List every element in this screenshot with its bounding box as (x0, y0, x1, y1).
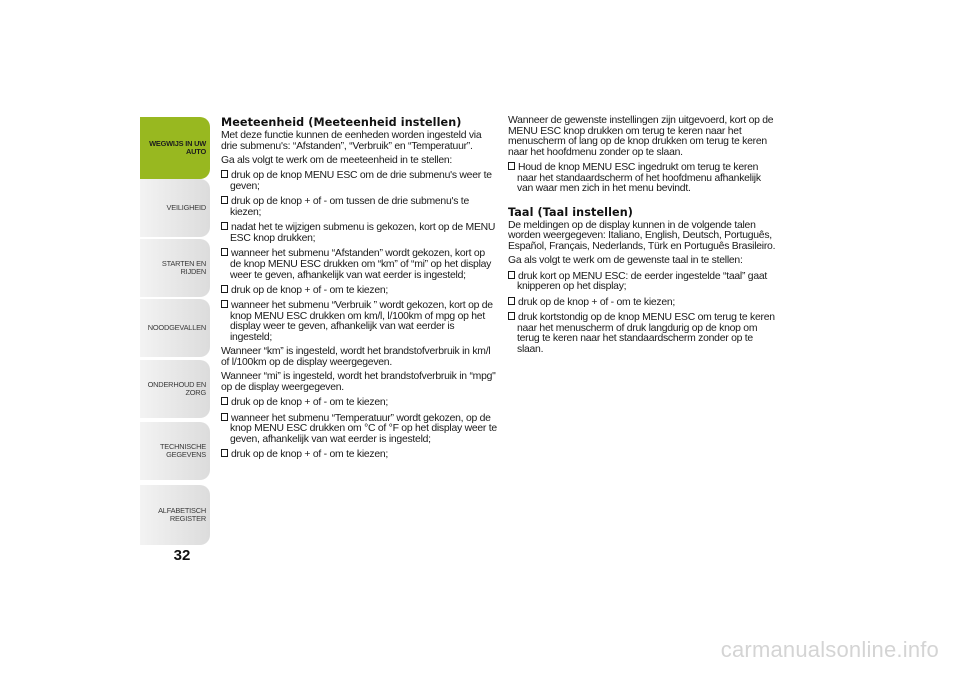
list-item: wanneer het submenu “Verbruik ” wordt gekozen, kort op de knop MENU ESC drukken om km/l, l/100km of mpg op het display weer te geven, afhankelijk van wat eerder is ingesteld; (221, 300, 497, 343)
tab-wegwijs-in-uw-auto[interactable] (140, 117, 210, 179)
tab-label: TECHNISCHE GEGEVENS (159, 441, 206, 459)
instruction-paragraph: Ga als volgt te werk om de gewenste taal in te stellen: (508, 255, 743, 267)
list-item: druk op de knop + of - om te kiezen; (221, 449, 497, 461)
page-number: 32 (173, 547, 191, 564)
list-item: nadat het te wijzigen submenu is gekozen, kort op de MENU ESC knop drukken; (221, 222, 497, 244)
list-item: druk kortstondig op de knop MENU ESC om terug te keren naar het menuscherm of druk langdurig op de knop om terug te keren naar het standaardscherm zonder op te slaan. (508, 312, 778, 355)
intro-paragraph: Met deze functie kunnen de eenheden worden ingesteld via drie submenu's: “Afstanden”, “Verbruik” en “Temperatuur”. (221, 130, 482, 152)
tab-noodgevallen[interactable] (140, 299, 210, 357)
list-item: Houd de knop MENU ESC ingedrukt om terug te keren naar het standaardscherm of het hoofdmenu afhankelijk van waar men zich in het menu bevindt. (508, 162, 778, 195)
km-paragraph: Wanneer “km” is ingesteld, wordt het brandstofverbruik in km/l of l/100km op de display weergegeven. (221, 346, 491, 369)
tab-alfabetisch-register[interactable] (140, 485, 210, 545)
right-column (508, 116, 778, 359)
languages-paragraph: De meldingen op de display kunnen in de volgende talen worden weergegeven: Italiano, English, Deutsch, Português, Español, Français, Nederlands, Türk en Português Brasileiro. (508, 219, 776, 252)
tab-label: WEGWIJS IN UW AUTO (149, 138, 206, 156)
list-item: druk kort op MENU ESC: de eerder ingestelde “taal” gaat knipperen op het display; (508, 271, 778, 293)
tab-onderhoud-en-zorg[interactable] (140, 360, 210, 418)
checkbox-bullet-icon (508, 297, 515, 305)
checkbox-bullet-icon (221, 222, 228, 230)
checkbox-bullet-icon (221, 397, 228, 405)
checkbox-bullet-icon (221, 285, 228, 293)
tab-label: VEILIGHEID (166, 202, 206, 212)
checkbox-bullet-icon (508, 312, 515, 320)
checkbox-bullet-icon (221, 413, 228, 421)
section-heading-meeteenheid: Meeteenheid (Meeteenheid instellen) (221, 116, 462, 129)
list-item: druk op de knop + of - om tussen de drie submenu's te kiezen; (221, 196, 497, 218)
mi-paragraph: Wanneer “mi” is ingesteld, wordt het brandstofverbruik in “mpg" op de display weergegeven. (221, 371, 496, 394)
checkbox-bullet-icon (508, 271, 515, 279)
left-column (221, 116, 497, 465)
list-item: druk op de knop + of - om te kiezen; (221, 397, 497, 409)
list-item: druk op de knop + of - om te kiezen; (508, 297, 778, 309)
tab-label: NOODGEVALLEN (147, 322, 206, 332)
checkbox-bullet-icon (221, 449, 228, 457)
instruction-paragraph: Ga als volgt te werk om de meeteenheid in te stellen: (221, 154, 453, 166)
tab-label: STARTEN EN RIJDEN (161, 258, 206, 276)
checkbox-bullet-icon (221, 248, 228, 256)
list-item: druk op de knop + of - om te kiezen; (221, 285, 497, 297)
tab-veiligheid[interactable] (140, 179, 210, 237)
tab-label: ALFABETISCH REGISTER (158, 505, 206, 523)
checkbox-bullet-icon (221, 196, 228, 204)
save-intro-paragraph: Wanneer de gewenste instellingen zijn uitgevoerd, kort op de MENU ESC knop drukken om terug te keren naar het menuscherm of lang op de knop drukken om terug te keren naar het hoofdmenu zonder op te slaan. (508, 115, 774, 158)
tab-technische-gegevens[interactable] (140, 422, 210, 480)
list-item: wanneer het submenu “Afstanden” wordt gekozen, kort op de knop MENU ESC drukken om “km” of “mi” op het display weer te geven, afhankelijk van wat eerder is ingesteld; (221, 248, 497, 281)
checkbox-bullet-icon (221, 170, 228, 178)
section-heading-taal: Taal (Taal instellen) (508, 205, 633, 219)
tab-label: ONDERHOUD EN ZORG (147, 379, 206, 397)
list-item: wanneer het submenu “Temperatuur” wordt gekozen, op de knop MENU ESC drukken om °C of °F op het display weer te geven, afhankelijk van wat eerder is ingesteld; (221, 413, 497, 446)
watermark: carmanualsonline.info (720, 637, 939, 662)
checkbox-bullet-icon (508, 162, 515, 170)
checkbox-bullet-icon (221, 300, 228, 308)
chapter-sidebar (140, 117, 210, 545)
tab-starten-en-rijden[interactable] (140, 239, 210, 297)
list-item: druk op de knop MENU ESC om de drie submenu's weer te geven; (221, 170, 497, 192)
